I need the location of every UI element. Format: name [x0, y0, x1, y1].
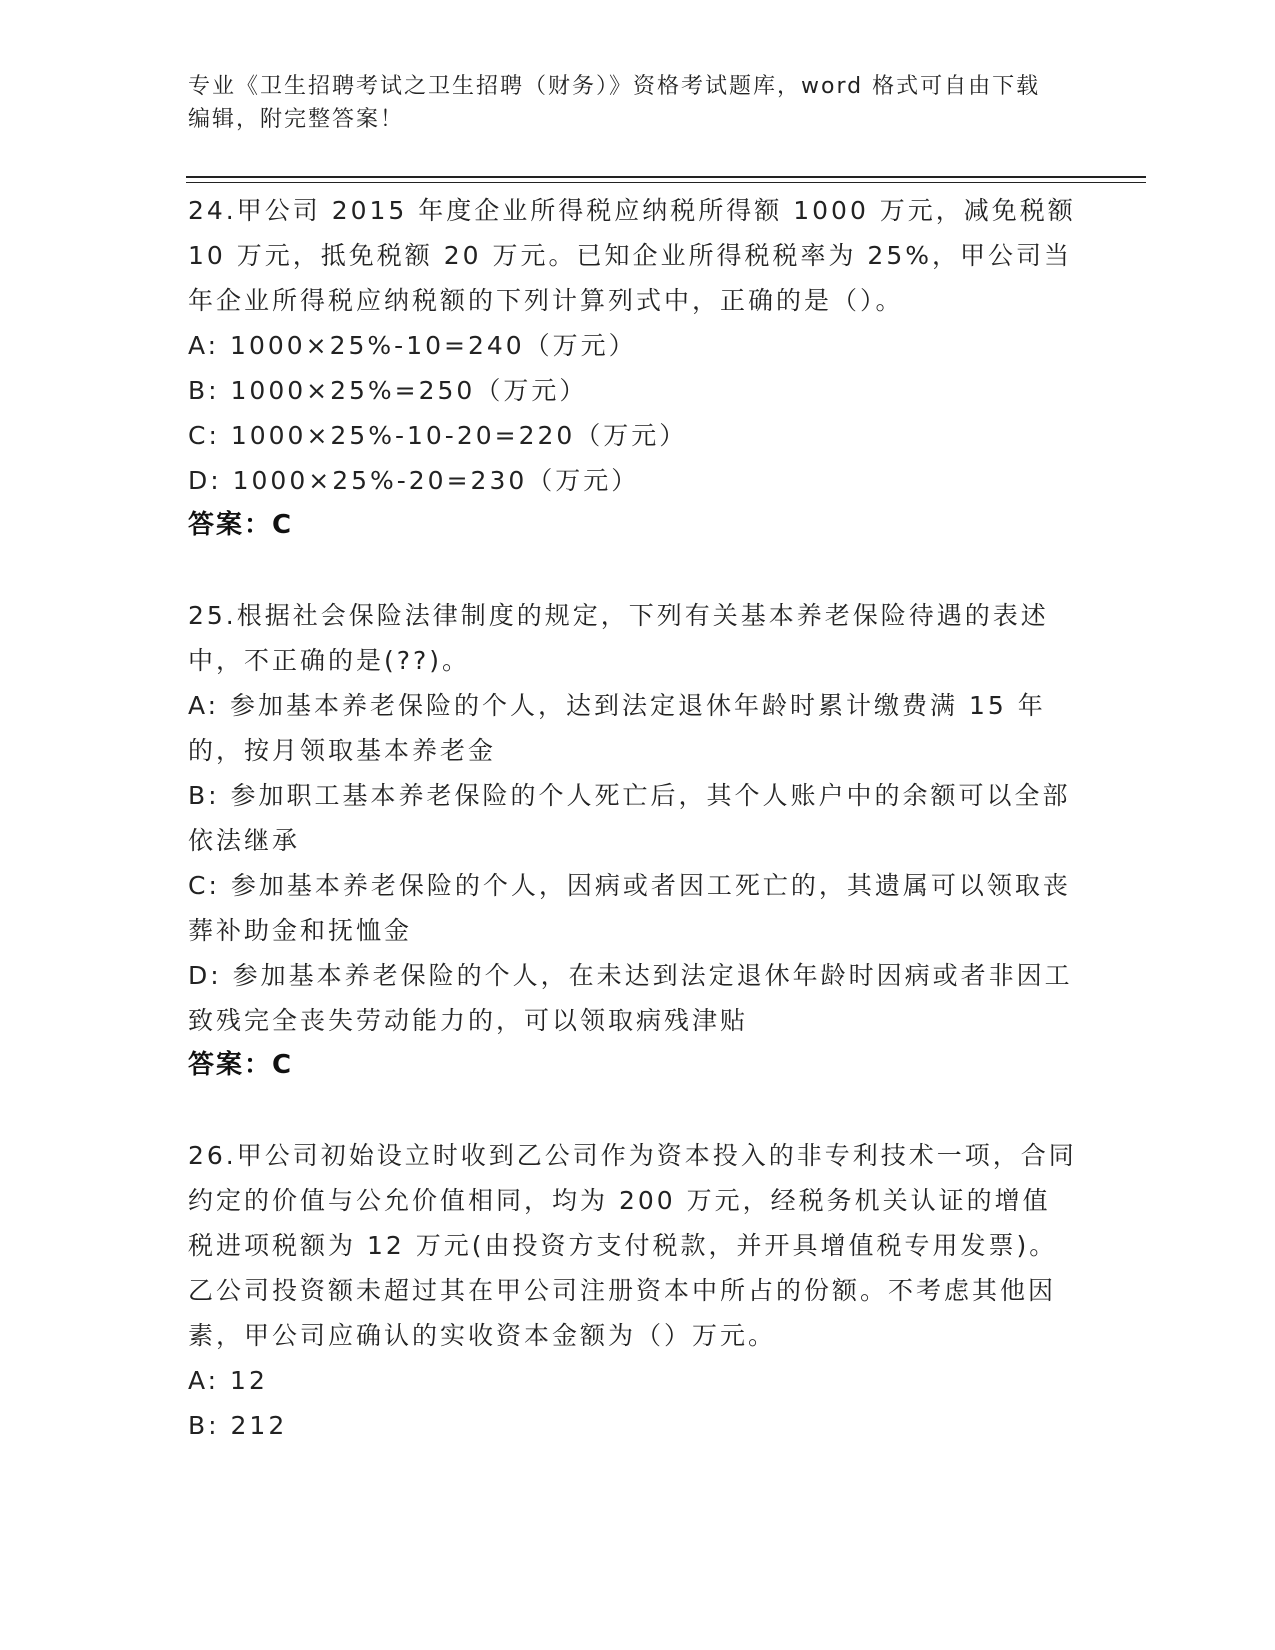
question-list	[188, 188, 1078, 1448]
option-d: D: 1000×25%-20=230（万元）	[188, 466, 640, 495]
option-d: D: 参加基本养老保险的个人，在未达到法定退休年龄时因病或者非因工致残完全丧失劳动能力的，可以领取病残津贴	[188, 961, 1073, 1035]
option-b: B: 1000×25%=250（万元）	[188, 376, 588, 405]
document-header	[188, 70, 1068, 136]
question-spacer	[188, 548, 1078, 593]
question-25	[188, 593, 1078, 1088]
option-a: A: 参加基本养老保险的个人，达到法定退休年龄时累计缴费满 15 年的，按月领取基本养老金	[188, 691, 1046, 765]
header-divider-thick	[186, 176, 1146, 178]
option-a: A: 12	[188, 1366, 268, 1395]
question-text: 25.根据社会保险法律制度的规定，下列有关基本养老保险待遇的表述中，不正确的是(??)。	[188, 601, 1049, 675]
answer-label: 答案：C	[188, 510, 294, 540]
question-24	[188, 188, 1078, 548]
option-b: B: 参加职工基本养老保险的个人死亡后，其个人账户中的余额可以全部依法继承	[188, 781, 1071, 855]
question-text: 26.甲公司初始设立时收到乙公司作为资本投入的非专利技术一项，合同约定的价值与公允价值相同，均为 200 万元，经税务机关认证的增值税进项税额为 12 万元(由投资方支付税款，并开具增值税专用发票)。乙公司投资额未超过其在甲公司注册资本中所占的份额。不考虑其他因素，甲公司应确认的实收资本金额为（）万元。	[188, 1141, 1077, 1350]
option-c: C: 1000×25%-10-20=220（万元）	[188, 421, 688, 450]
header-divider-thin	[186, 182, 1146, 183]
option-b: B: 212	[188, 1411, 288, 1440]
header-line-1: 专业《卫生招聘考试之卫生招聘（财务）》资格考试题库，word 格式可自由下载	[188, 74, 1041, 99]
question-spacer	[188, 1088, 1078, 1133]
question-26	[188, 1133, 1078, 1448]
option-c: C: 参加基本养老保险的个人，因病或者因工死亡的，其遗属可以领取丧葬补助金和抚恤金	[188, 871, 1071, 945]
header-line-2: 编辑，附完整答案！	[188, 107, 405, 132]
answer-label: 答案：C	[188, 1050, 294, 1080]
question-text: 24.甲公司 2015 年度企业所得税应纳税所得额 1000 万元，减免税额 10 万元，抵免税额 20 万元。已知企业所得税税率为 25%，甲公司当年企业所得税应纳税额的下列计算列式中，正确的是（）。	[188, 196, 1076, 315]
option-a: A: 1000×25%-10=240（万元）	[188, 331, 637, 360]
